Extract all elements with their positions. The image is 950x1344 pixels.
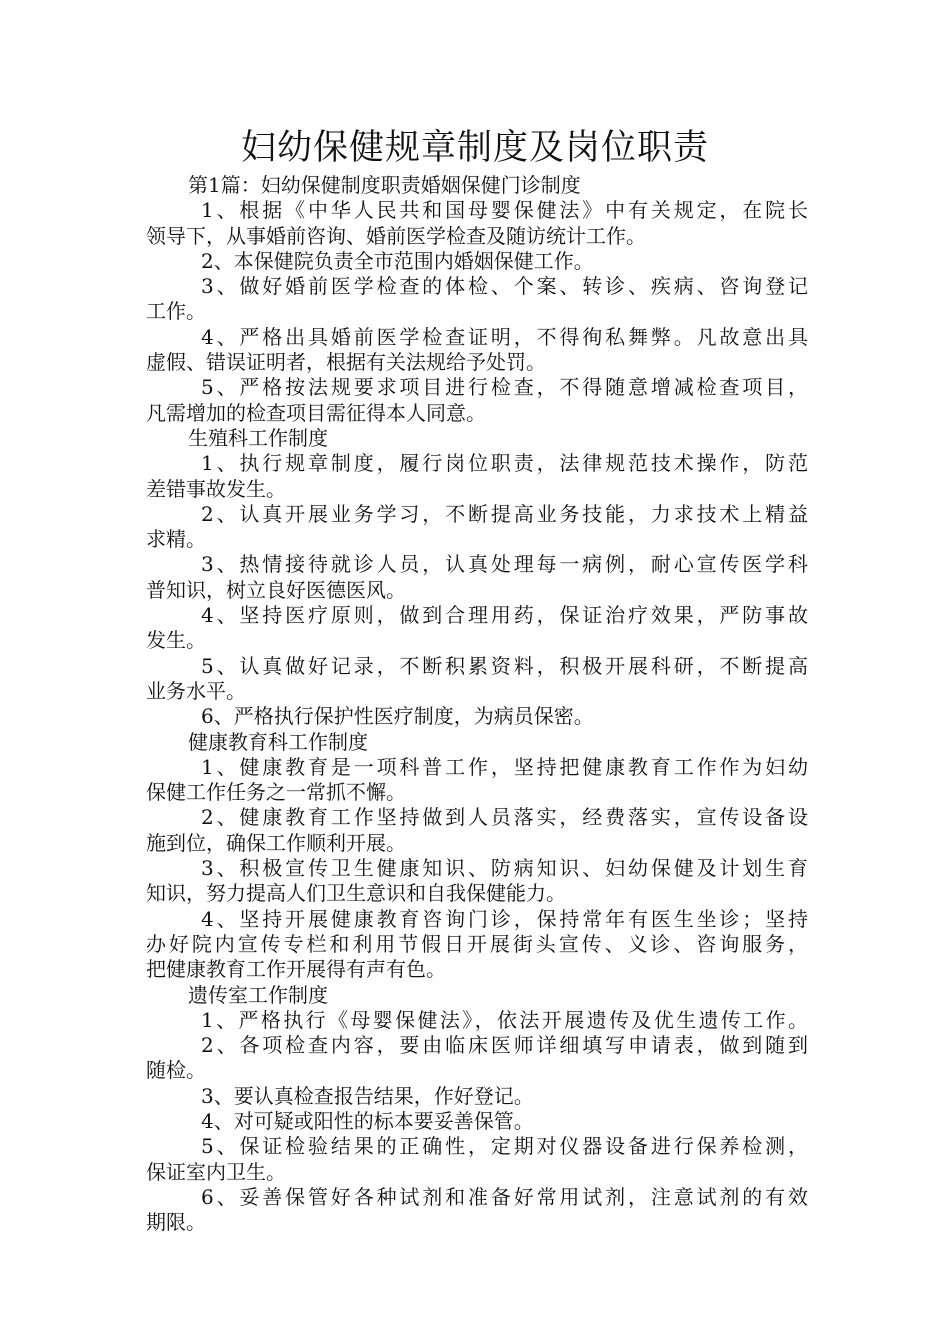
text-line: 期限。 [146, 1210, 206, 1235]
text-line: 3、要认真检查报告结果，作好登记。 [201, 1083, 534, 1108]
section-heading: 第1篇：妇幼保健制度职责婚姻保健门诊制度 [188, 173, 581, 197]
page-title: 妇幼保健规章制度及岗位职责 [240, 128, 709, 168]
text-line: 保健工作任务之一常抓不懈。 [146, 780, 406, 805]
text-line: 发生。 [146, 628, 206, 653]
text-line: 工作。 [146, 299, 206, 324]
text-line: 3、积极宣传卫生健康知识、防病知识、妇幼保健及计划生育 [201, 856, 808, 881]
text-line: 5、保证检验结果的正确性，定期对仪器设备进行保养检测， [201, 1134, 808, 1159]
text-line: 4、严格出具婚前医学检查证明，不得徇私舞弊。凡故意出具 [201, 324, 808, 349]
text-line: 施到位，确保工作顺利开展。 [146, 830, 406, 855]
text-line: 1、健康教育是一项科普工作，坚持把健康教育工作作为妇幼 [201, 754, 808, 779]
text-line: 差错事故发生。 [146, 476, 286, 501]
text-line: 普知识，树立良好医德医风。 [146, 577, 406, 602]
text-line: 2、本保健院负责全市范围内婚姻保健工作。 [201, 248, 594, 273]
text-line: 求精。 [146, 527, 206, 552]
text-line: 2、各项检查内容，要由临床医师详细填写申请表，做到随到 [201, 1033, 808, 1058]
text-line: 5、严格按法规要求项目进行检查，不得随意增减检查项目， [201, 375, 808, 400]
text-line: 把健康教育工作开展得有声有色。 [146, 957, 446, 982]
text-line: 1、根据《中华人民共和国母婴保健法》中有关规定，在院长 [201, 198, 808, 223]
text-line: 知识，努力提高人们卫生意识和自我保健能力。 [146, 881, 566, 906]
text-line: 办好院内宣传专栏和利用节假日开展街头宣传、义诊、咨询服务， [146, 931, 808, 956]
text-line: 2、认真开展业务学习，不断提高业务技能，力求技术上精益 [201, 501, 808, 526]
text-line: 3、热情接待就诊人员，认真处理每一病例，耐心宣传医学科 [201, 552, 808, 577]
text-line: 5、认真做好记录，不断积累资料，积极开展科研，不断提高 [201, 653, 808, 678]
text-line: 领导下，从事婚前咨询、婚前医学检查及随访统计工作。 [146, 223, 646, 248]
text-line: 4、坚持医疗原则，做到合理用药，保证治疗效果，严防事故 [201, 603, 808, 628]
text-line: 虚假、错误证明者，根据有关法规给予处罚。 [146, 350, 546, 375]
section-heading: 遗传室工作制度 [188, 982, 328, 1007]
document-body [146, 173, 808, 1235]
section-heading: 健康教育科工作制度 [188, 729, 368, 754]
text-line: 保证室内卫生。 [146, 1159, 286, 1184]
text-line: 凡需增加的检查项目需征得本人同意。 [146, 400, 486, 425]
text-line: 1、严格执行《母婴保健法》，依法开展遗传及优生遗传工作。 [201, 1007, 808, 1032]
text-line: 2、健康教育工作坚持做到人员落实，经费落实，宣传设备设 [201, 805, 808, 830]
text-line: 4、坚持开展健康教育咨询门诊，保持常年有医生坐诊；坚持 [201, 906, 808, 931]
text-line: 6、妥善保管好各种试剂和准备好常用试剂，注意试剂的有效 [201, 1184, 808, 1209]
text-line: 3、做好婚前医学检查的体检、个案、转诊、疾病、咨询登记 [201, 274, 808, 299]
text-line: 随检。 [146, 1058, 206, 1083]
text-line: 4、对可疑或阳性的标本要妥善保管。 [201, 1108, 534, 1133]
section-heading: 生殖科工作制度 [188, 425, 328, 450]
text-line: 6、严格执行保护性医疗制度，为病员保密。 [201, 704, 594, 729]
text-line: 1、执行规章制度，履行岗位职责，法律规范技术操作，防范 [201, 451, 808, 476]
text-line: 业务水平。 [146, 678, 246, 703]
